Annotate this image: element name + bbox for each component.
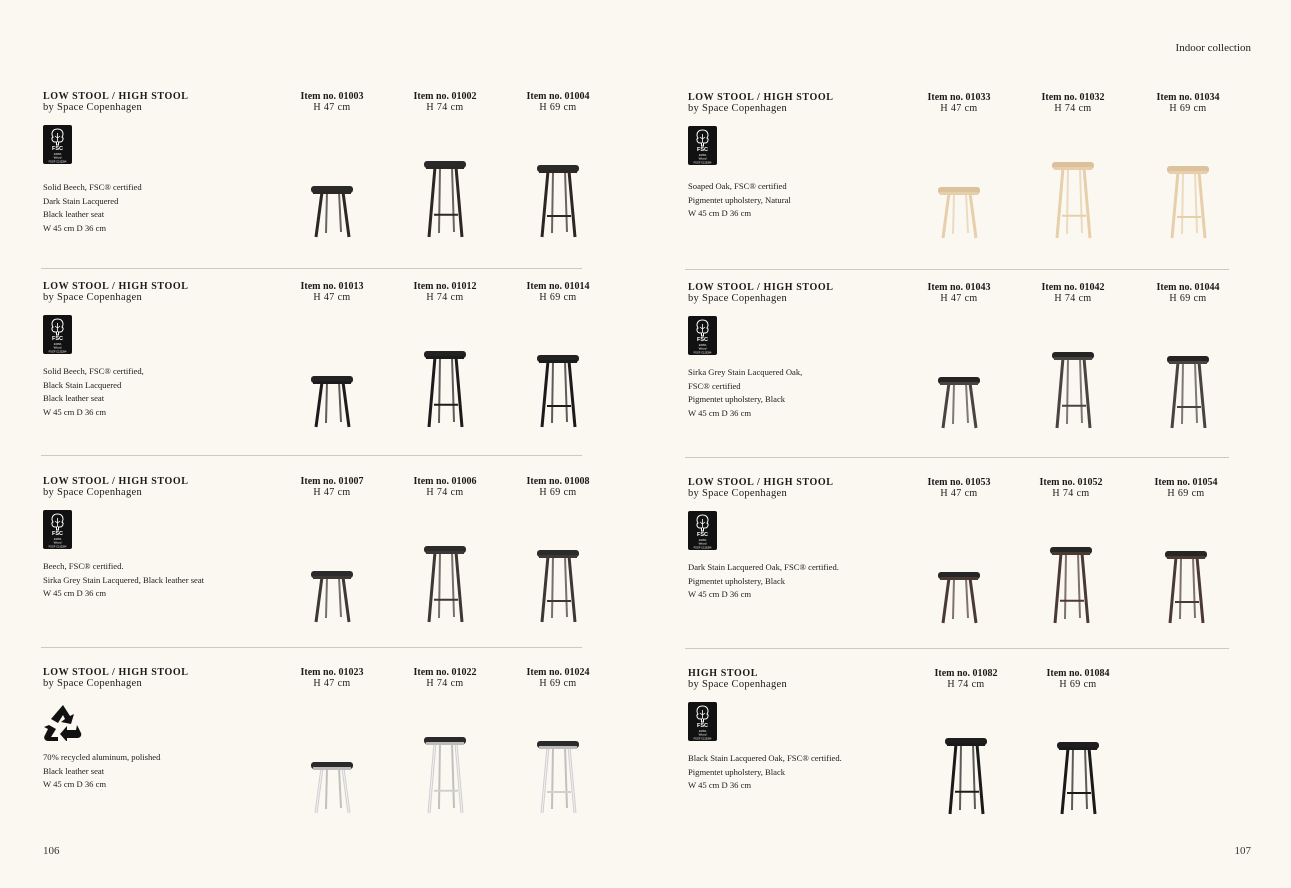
item-height: H 69 cm — [1167, 488, 1205, 499]
description-line: Pigmentet upholstery, Black — [688, 575, 786, 586]
stool-image — [420, 159, 470, 244]
item-height: H 47 cm — [313, 487, 351, 498]
svg-text:FSC: FSC — [697, 723, 708, 729]
product-item[interactable] — [503, 667, 613, 817]
description-line: 70% recycled aluminum, polished — [43, 752, 161, 762]
recycle-icon — [43, 703, 83, 745]
description-line: Pigmentet upholstery, Natural — [688, 194, 791, 205]
svg-text:FSC: FSC — [697, 532, 708, 538]
item-number: Item no. 01003 — [300, 91, 364, 102]
svg-text:Wood: Wood — [698, 732, 707, 737]
product-section — [43, 476, 590, 651]
stool-image — [934, 570, 984, 630]
svg-text:100%: 100% — [698, 343, 707, 347]
svg-text:Wood: Wood — [53, 345, 62, 350]
page-number-right: 107 — [1234, 845, 1251, 857]
description-line: Black Stain Lacquered — [43, 379, 122, 390]
stool-image — [307, 184, 357, 244]
item-number: Item no. 01002 — [413, 91, 477, 102]
product-item[interactable] — [277, 476, 387, 626]
item-height: H 69 cm — [539, 292, 577, 303]
product-item[interactable] — [1018, 282, 1128, 432]
section-title: LOW STOOL / HIGH STOOL — [43, 91, 189, 102]
svg-text:FSC® C132284: FSC® C132284 — [48, 160, 67, 164]
stool-image — [1046, 545, 1096, 630]
item-number: Item no. 01034 — [1156, 92, 1220, 103]
item-height: H 69 cm — [539, 487, 577, 498]
svg-text:FSC® C132284: FSC® C132284 — [693, 161, 712, 165]
section-title: HIGH STOOL — [688, 668, 759, 679]
svg-text:Wood: Wood — [53, 155, 62, 160]
section-title: LOW STOOL / HIGH STOOL — [688, 92, 834, 103]
item-number: Item no. 01033 — [927, 92, 991, 103]
product-item[interactable] — [390, 281, 500, 431]
svg-text:100%: 100% — [698, 729, 707, 733]
svg-text:FSC® C132284: FSC® C132284 — [48, 545, 67, 549]
stool-image — [420, 544, 470, 629]
svg-text:100%: 100% — [53, 342, 62, 346]
description-line: Pigmentet upholstery, Black — [688, 766, 786, 777]
divider — [685, 648, 1229, 649]
svg-text:100%: 100% — [53, 152, 62, 156]
fsc-logo-icon — [43, 315, 72, 358]
item-number: Item no. 01084 — [1046, 668, 1110, 679]
item-number: Item no. 01007 — [300, 476, 364, 487]
designer-credit: by Space Copenhagen — [43, 487, 143, 498]
description-line: Black leather seat — [43, 209, 105, 220]
product-item[interactable] — [277, 91, 387, 241]
description-line: W 45 cm D 36 cm — [43, 222, 107, 233]
item-height: H 74 cm — [1054, 293, 1092, 304]
product-description — [688, 752, 842, 793]
description-line: FSC® certified — [688, 380, 741, 391]
stool-image — [1163, 164, 1213, 245]
product-item[interactable] — [1018, 92, 1128, 242]
divider — [41, 647, 582, 648]
product-section — [688, 477, 1233, 652]
item-height: H 69 cm — [1059, 679, 1097, 690]
stool-image — [934, 185, 984, 245]
fsc-logo-icon — [688, 702, 717, 745]
product-item[interactable] — [390, 667, 500, 817]
description-line: Soaped Oak, FSC® certified — [688, 181, 787, 191]
product-description — [43, 560, 204, 601]
description-line: W 45 cm D 36 cm — [688, 208, 752, 219]
item-number: Item no. 01008 — [526, 476, 590, 487]
product-item[interactable] — [503, 476, 613, 626]
product-description — [688, 180, 791, 221]
page-number-left: 106 — [43, 845, 60, 857]
product-item[interactable] — [1023, 668, 1133, 818]
svg-text:FSC: FSC — [52, 336, 63, 342]
designer-credit: by Space Copenhagen — [43, 678, 143, 689]
section-title: LOW STOOL / HIGH STOOL — [43, 281, 189, 292]
stool-image — [420, 349, 470, 434]
product-item[interactable] — [1133, 92, 1243, 242]
divider — [685, 457, 1229, 458]
product-section — [688, 668, 1233, 843]
divider — [41, 268, 582, 269]
item-height: H 74 cm — [1054, 103, 1092, 114]
stool-image — [1053, 740, 1103, 821]
item-number: Item no. 01004 — [526, 91, 590, 102]
section-title: LOW STOOL / HIGH STOOL — [43, 667, 189, 678]
item-height: H 69 cm — [539, 678, 577, 689]
svg-text:100%: 100% — [698, 538, 707, 542]
description-line: Black Stain Lacquered Oak, FSC® certified. — [688, 753, 842, 763]
svg-text:FSC: FSC — [697, 147, 708, 153]
item-number: Item no. 01054 — [1154, 477, 1218, 488]
product-item[interactable] — [390, 91, 500, 241]
description-line: Sirka Grey Stain Lacquered Oak, — [688, 367, 803, 377]
product-item[interactable] — [1131, 477, 1241, 627]
stool-image — [934, 375, 984, 435]
svg-text:100%: 100% — [698, 153, 707, 157]
item-number: Item no. 01023 — [300, 667, 364, 678]
description-line: W 45 cm D 36 cm — [688, 780, 752, 791]
product-description — [43, 365, 144, 419]
svg-text:Wood: Wood — [698, 346, 707, 351]
product-description — [688, 366, 802, 420]
stool-image — [1161, 549, 1211, 630]
item-height: H 47 cm — [940, 293, 978, 304]
product-item[interactable] — [1016, 477, 1126, 627]
svg-text:Wood: Wood — [53, 540, 62, 545]
item-number: Item no. 01052 — [1039, 477, 1103, 488]
item-height: H 74 cm — [947, 679, 985, 690]
svg-text:100%: 100% — [53, 537, 62, 541]
designer-credit: by Space Copenhagen — [688, 103, 788, 114]
stool-image — [533, 353, 583, 434]
svg-text:Wood: Wood — [698, 541, 707, 546]
designer-credit: by Space Copenhagen — [688, 293, 788, 304]
designer-credit: by Space Copenhagen — [43, 292, 143, 303]
description-line: Sirka Grey Stain Lacquered, Black leather seat — [43, 574, 205, 585]
item-number: Item no. 01053 — [927, 477, 991, 488]
item-height: H 74 cm — [426, 487, 464, 498]
svg-text:FSC: FSC — [697, 337, 708, 343]
item-height: H 47 cm — [940, 103, 978, 114]
product-description — [43, 181, 142, 235]
fsc-logo-icon — [43, 510, 72, 553]
product-description — [43, 751, 160, 792]
divider — [685, 269, 1229, 270]
item-number: Item no. 01043 — [927, 282, 991, 293]
svg-text:FSC® C132284: FSC® C132284 — [693, 351, 712, 355]
product-section — [688, 282, 1233, 457]
product-section — [43, 667, 590, 842]
description-line: Dark Stain Lacquered — [43, 195, 119, 206]
stool-image — [1048, 160, 1098, 245]
product-item[interactable] — [904, 477, 1014, 627]
svg-text:FSC: FSC — [52, 531, 63, 537]
stool-image — [307, 569, 357, 629]
description-line: W 45 cm D 36 cm — [43, 779, 107, 790]
item-height: H 69 cm — [1169, 103, 1207, 114]
product-item[interactable] — [904, 92, 1014, 242]
item-height: H 74 cm — [426, 292, 464, 303]
svg-text:FSC® C132284: FSC® C132284 — [693, 737, 712, 741]
item-number: Item no. 01014 — [526, 281, 590, 292]
product-item[interactable] — [904, 282, 1014, 432]
svg-text:FSC® C132284: FSC® C132284 — [48, 350, 67, 354]
description-line: W 45 cm D 36 cm — [688, 407, 752, 418]
product-item[interactable] — [277, 281, 387, 431]
designer-credit: by Space Copenhagen — [688, 679, 788, 690]
product-section — [43, 91, 590, 266]
section-title: LOW STOOL / HIGH STOOL — [688, 477, 834, 488]
fsc-logo-icon — [688, 126, 717, 169]
designer-credit: by Space Copenhagen — [43, 102, 143, 113]
description-line: Black leather seat — [43, 393, 105, 404]
svg-text:FSC: FSC — [52, 146, 63, 152]
product-item[interactable] — [277, 667, 387, 817]
stool-image — [533, 739, 583, 820]
stool-image — [1048, 350, 1098, 435]
product-item[interactable] — [911, 668, 1021, 818]
item-number: Item no. 01082 — [934, 668, 998, 679]
svg-text:FSC® C132284: FSC® C132284 — [693, 546, 712, 550]
stool-image — [420, 735, 470, 820]
description-line: Solid Beech, FSC® certified, — [43, 366, 144, 376]
description-line: Solid Beech, FSC® certified — [43, 182, 142, 192]
collection-label: Indoor collection — [1175, 42, 1251, 54]
fsc-logo-icon — [688, 316, 717, 359]
item-height: H 47 cm — [313, 678, 351, 689]
section-title: LOW STOOL / HIGH STOOL — [688, 282, 834, 293]
section-title: LOW STOOL / HIGH STOOL — [43, 476, 189, 487]
stool-image — [533, 163, 583, 244]
product-description — [688, 561, 839, 602]
stool-image — [1163, 354, 1213, 435]
product-section — [688, 92, 1233, 267]
product-item[interactable] — [503, 281, 613, 431]
stool-image — [307, 760, 357, 820]
svg-text:Wood: Wood — [698, 156, 707, 161]
item-number: Item no. 01024 — [526, 667, 590, 678]
item-height: H 69 cm — [1169, 293, 1207, 304]
designer-credit: by Space Copenhagen — [688, 488, 788, 499]
fsc-logo-icon — [43, 125, 72, 168]
divider — [41, 455, 582, 456]
description-line: Black leather seat — [43, 765, 105, 776]
item-height: H 69 cm — [539, 102, 577, 113]
product-item[interactable] — [1133, 282, 1243, 432]
stool-image — [307, 374, 357, 434]
item-number: Item no. 01012 — [413, 281, 477, 292]
description-line: W 45 cm D 36 cm — [43, 588, 107, 599]
description-line: W 45 cm D 36 cm — [43, 406, 107, 417]
product-item[interactable] — [503, 91, 613, 241]
fsc-logo-icon — [688, 511, 717, 554]
stool-image — [533, 548, 583, 629]
item-number: Item no. 01022 — [413, 667, 477, 678]
item-height: H 74 cm — [426, 102, 464, 113]
description-line: Dark Stain Lacquered Oak, FSC® certified. — [688, 562, 839, 572]
item-height: H 74 cm — [1052, 488, 1090, 499]
item-height: H 47 cm — [940, 488, 978, 499]
description-line: Beech, FSC® certified. — [43, 561, 124, 571]
item-number: Item no. 01044 — [1156, 282, 1220, 293]
item-height: H 74 cm — [426, 678, 464, 689]
item-number: Item no. 01032 — [1041, 92, 1105, 103]
product-section — [43, 281, 590, 456]
item-number: Item no. 01013 — [300, 281, 364, 292]
item-number: Item no. 01006 — [413, 476, 477, 487]
item-height: H 47 cm — [313, 292, 351, 303]
item-height: H 47 cm — [313, 102, 351, 113]
product-item[interactable] — [390, 476, 500, 626]
item-number: Item no. 01042 — [1041, 282, 1105, 293]
description-line: Pigmentet upholstery, Black — [688, 394, 786, 405]
stool-image — [941, 736, 991, 821]
description-line: W 45 cm D 36 cm — [688, 589, 752, 600]
